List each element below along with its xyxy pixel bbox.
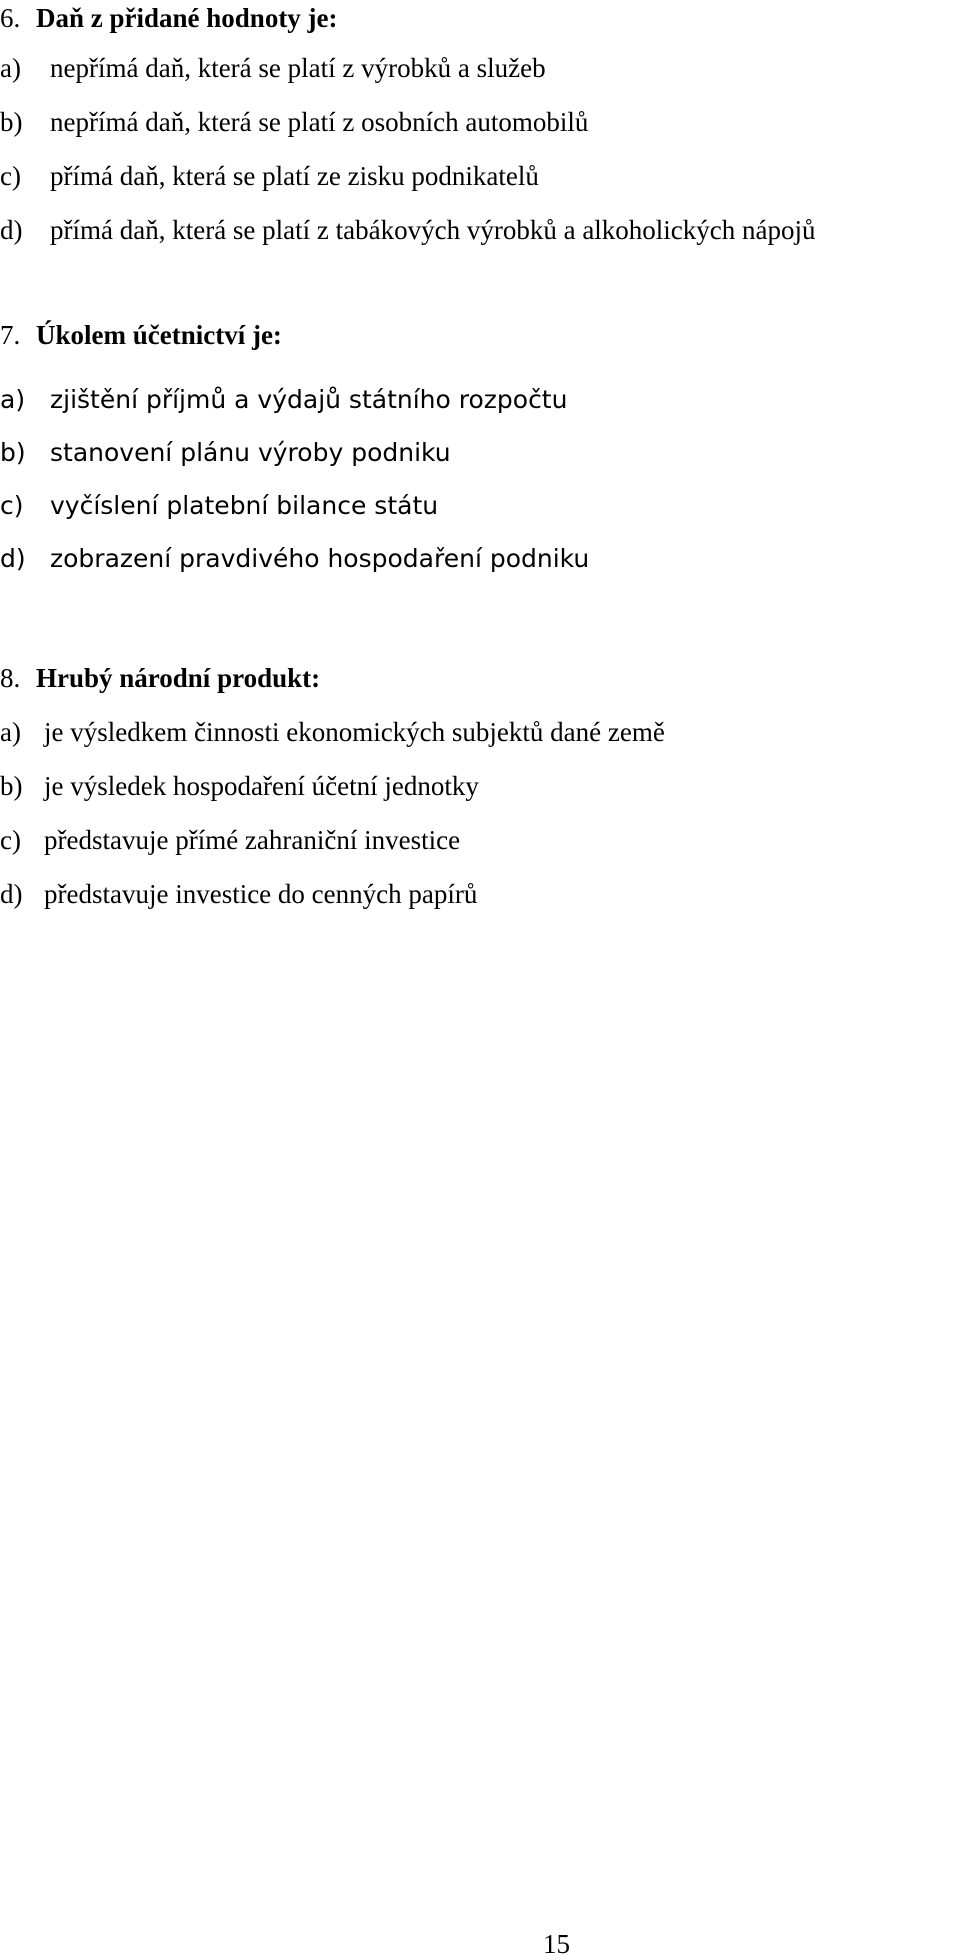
answer-option-b <box>0 770 479 802</box>
option-text: vyčíslení platební bilance státu <box>50 491 439 520</box>
option-text: přímá daň, která se platí z tabákových výrobků a alkoholických nápojů <box>50 215 816 245</box>
question-title <box>0 662 320 694</box>
option-text: je výsledkem činnosti ekonomických subjektů dané země <box>44 717 665 747</box>
option-text: představuje investice do cenných papírů <box>44 879 478 909</box>
answer-option-b <box>0 437 451 469</box>
option-letter: d) <box>0 544 26 573</box>
answer-option-c <box>0 160 539 192</box>
answer-option-d <box>0 543 589 575</box>
option-letter: a) <box>0 717 21 747</box>
question-title <box>0 319 282 351</box>
question-number: 6. <box>0 3 21 33</box>
option-letter: c) <box>0 825 21 855</box>
option-text: zjištění příjmů a výdajů státního rozpočtu <box>50 385 568 414</box>
option-text: přímá daň, která se platí ze zisku podnikatelů <box>50 161 539 191</box>
answer-option-b <box>0 106 588 138</box>
option-letter: a) <box>0 53 21 83</box>
option-text: nepřímá daň, která se platí z výrobků a služeb <box>50 53 546 83</box>
answer-option-d <box>0 878 477 910</box>
question-text: Hrubý národní produkt: <box>36 663 321 693</box>
question-number: 8. <box>0 663 21 693</box>
option-text: je výsledek hospodaření účetní jednotky <box>44 771 479 801</box>
question-number: 7. <box>0 320 21 350</box>
option-letter: b) <box>0 438 26 467</box>
answer-option-a <box>0 716 665 748</box>
option-letter: c) <box>0 491 24 520</box>
answer-option-d <box>0 214 816 246</box>
option-letter: d) <box>0 879 23 909</box>
answer-option-c <box>0 824 460 856</box>
question-text: Úkolem účetnictví je: <box>36 320 282 350</box>
option-text: nepřímá daň, která se platí z osobních automobilů <box>50 107 589 137</box>
answer-option-a <box>0 384 567 416</box>
option-letter: b) <box>0 107 23 137</box>
question-title <box>0 2 338 34</box>
option-text: stanovení plánu výroby podniku <box>50 438 451 467</box>
question-text: Daň z přidané hodnoty je: <box>36 3 338 33</box>
option-letter: b) <box>0 771 23 801</box>
answer-option-c <box>0 490 438 522</box>
answer-option-a <box>0 52 546 84</box>
option-letter: c) <box>0 161 21 191</box>
option-letter: a) <box>0 385 26 414</box>
option-text: představuje přímé zahraniční investice <box>44 825 461 855</box>
option-text: zobrazení pravdivého hospodaření podniku <box>50 544 590 573</box>
option-letter: d) <box>0 215 23 245</box>
page-number: 15 <box>543 1929 570 1959</box>
